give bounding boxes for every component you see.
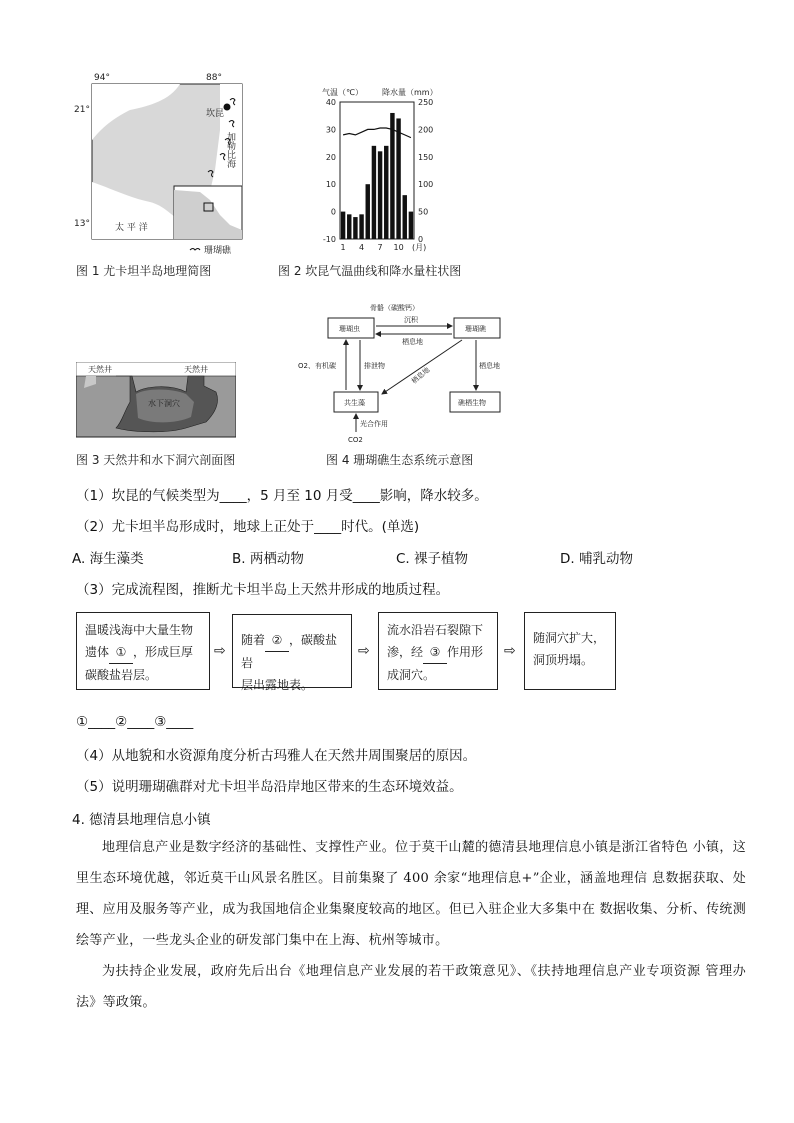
figure-2-chart (310, 84, 450, 256)
left-axis-title: 气温（℃） (322, 88, 363, 97)
option-d: D. 哺乳动物 (560, 551, 633, 567)
o2-label: O2、有机碳 (298, 362, 336, 370)
flow3-text-b: 渗，经 (387, 645, 424, 659)
para1-line-1: 地理信息产业是数字经济的基础性、支撑性产业。位于莫干山麓的德清县地理信息小镇是浙江省特色 (102, 840, 689, 855)
sea-label: 加勒比海 (225, 132, 235, 168)
ocean-label: 太 平 洋 (115, 223, 148, 233)
answer-line: ①____②____③____ (76, 714, 194, 730)
x-tick-label: 7 (377, 243, 383, 252)
left-tick-label: 0 (330, 207, 336, 217)
option-b: B. 两栖动物 (232, 551, 304, 567)
figure-4-diagram (296, 300, 508, 450)
flow2-text-c: 层出露地表。 (241, 678, 314, 692)
flow-box-1 (76, 612, 210, 690)
section-4-para-2 (76, 956, 746, 1018)
left-tick-label: 40 (325, 98, 336, 107)
deposition-label: 沉积 (404, 316, 418, 324)
flow2-text-b: ，碳酸盐岩 (241, 633, 338, 670)
node-algae-label: 共生藻 (344, 399, 365, 407)
flow3-text-a: 流水沿岩石裂隙下 (387, 623, 484, 637)
para2-line-1: 为扶持企业发展，政府先后出台《地理信息产业发展的若干政策意见》、《扶持地理信息产业专项资源 (102, 964, 701, 979)
figure-1-map (70, 70, 250, 260)
habitat-label-2: 栖息地 (410, 365, 432, 386)
flow2-text-a: 随着 (241, 633, 266, 647)
precip-bar-10 (396, 118, 400, 239)
lat-bottom-label: 13° (74, 219, 90, 229)
question-3: （3）完成流程图，推断尤卡坦半岛上天然井形成的地质过程。 (76, 582, 450, 598)
figure-3-section (76, 362, 236, 442)
flow1-blank: ① (109, 641, 133, 664)
flow1-text-b: 遗体 (85, 645, 110, 659)
question-4: （4）从地貌和水资源角度分析古玛雅人在天然井周围聚居的原因。 (76, 748, 477, 764)
flow-arrow-1-icon: ⇨ (214, 643, 226, 659)
flow4-text-b: 洞顶坍塌。 (533, 653, 594, 667)
precip-bar-7 (378, 151, 382, 239)
legend-reef-icon (190, 249, 200, 251)
question-5: （5）说明珊瑚礁群对尤卡坦半岛沿岸地区带来的生态环境效益。 (76, 779, 463, 795)
option-a: A. 海生藻类 (72, 551, 144, 567)
section-4-para-1 (76, 832, 746, 956)
precip-bar-3 (353, 217, 357, 239)
flow3-text-d: 成洞穴。 (387, 668, 436, 682)
flow-box-3 (378, 612, 498, 690)
question-1: （1）坎昆的气候类型为____，5 月至 10 月受____影响，降水较多。 (76, 488, 488, 504)
left-tick-label: 20 (325, 152, 336, 162)
habitat-label-1: 栖息地 (402, 338, 423, 346)
node-reef-label: 珊瑚礁 (465, 325, 486, 333)
cancun-dot-icon (224, 104, 231, 111)
node-coral-polyp-label: 珊瑚虫 (339, 325, 360, 333)
co2-label: CO2 (348, 436, 363, 444)
flow1-text-a: 温暖浅海中大量生物 (85, 623, 194, 637)
cave-label: 水下洞穴 (148, 399, 180, 408)
skeleton-label: 骨骼（碳酸钙） (370, 304, 419, 312)
month-unit-label: (月) (412, 243, 427, 252)
x-tick-label: 4 (359, 243, 365, 252)
lat-top-label: 21° (74, 105, 90, 115)
fig3-caption: 图 3 天然井和水下洞穴剖面图 (76, 453, 236, 467)
right-axis-title: 降水量（mm） (382, 88, 438, 97)
right-tick-label: 0 (418, 235, 424, 244)
well-label-left: 天然井 (88, 365, 112, 374)
lon-right-label: 88° (206, 73, 222, 83)
left-tick-label: -10 (322, 235, 336, 244)
lon-left-label: 94° (94, 73, 110, 83)
right-tick-label: 50 (418, 207, 429, 217)
flow3-text-c: 作用形 (447, 645, 484, 659)
left-tick-label: 10 (325, 180, 336, 190)
section-4-heading: 4. 德清县地理信息小镇 (72, 812, 211, 828)
para2-line-2: 管理办法》等政策。 (76, 964, 746, 1010)
flow1-text-c: ，形成巨厚 (133, 645, 194, 659)
city-label: 坎昆 (206, 109, 225, 119)
precip-bar-8 (384, 146, 388, 239)
habitat-label-3: 栖息地 (479, 362, 500, 370)
para1-line-3: 息数据获取、处理、应用及服务等产业，成为我国地信企业集聚度较高的地区。但已入驻企业大多集中在 (76, 871, 747, 917)
flow-arrow-3-icon: ⇨ (504, 643, 516, 659)
para1-line-2: 小镇，这里生态环境优越，邻近莫干山风景名胜区。目前集聚了 400 余家“地理信息+”企业，涵盖地理信 (76, 840, 747, 886)
precip-bar-5 (366, 184, 370, 239)
left-tick-label: 30 (325, 125, 336, 135)
flow1-text-d: 碳酸盐岩层。 (85, 668, 158, 682)
precip-bar-11 (403, 195, 407, 239)
flow4-text-a: 随洞穴扩大， (533, 631, 606, 645)
flow2-blank: ② (265, 629, 289, 652)
fig4-caption: 图 4 珊瑚礁生态系统示意图 (326, 453, 474, 467)
para1-line-4: 数据收集、分析、传统测绘等产业，一些龙头企业的研发部门集中在上海、杭州等城市。 (76, 902, 747, 948)
flow-box-4 (524, 612, 616, 690)
climate-chart-svg (310, 84, 450, 256)
fig2-caption: 图 2 坎昆气温曲线和降水量柱状图 (278, 264, 462, 278)
flow3-blank: ③ (423, 641, 447, 664)
flow-box-2 (232, 614, 352, 692)
option-c: C. 裸子植物 (396, 551, 469, 567)
precip-bar-12 (409, 212, 413, 239)
x-tick-label: 10 (393, 243, 404, 252)
precip-bar-6 (372, 146, 376, 239)
precip-bar-4 (359, 214, 363, 239)
legend-label: 珊瑚礁 (204, 246, 232, 256)
right-tick-label: 250 (418, 98, 434, 107)
well-label-right: 天然井 (184, 365, 208, 374)
right-tick-label: 150 (418, 152, 434, 162)
arrow-reef-to-algae (382, 340, 462, 394)
precip-bar-1 (341, 212, 345, 239)
question-2: （2）尤卡坦半岛形成时，地球上正处于____时代。(单选) (76, 519, 420, 535)
node-organisms-label: 礁栖生物 (458, 399, 486, 407)
right-tick-label: 200 (418, 125, 434, 135)
fig1-caption: 图 1 尤卡坦半岛地理简图 (76, 264, 212, 278)
photosynthesis-label: 光合作用 (360, 420, 388, 428)
x-tick-label: 1 (340, 243, 346, 252)
precip-bar-2 (347, 214, 351, 239)
precip-bar-9 (390, 113, 394, 239)
right-tick-label: 100 (418, 180, 434, 190)
flow-arrow-2-icon: ⇨ (358, 643, 370, 659)
excreta-label: 排泄物 (364, 362, 385, 370)
